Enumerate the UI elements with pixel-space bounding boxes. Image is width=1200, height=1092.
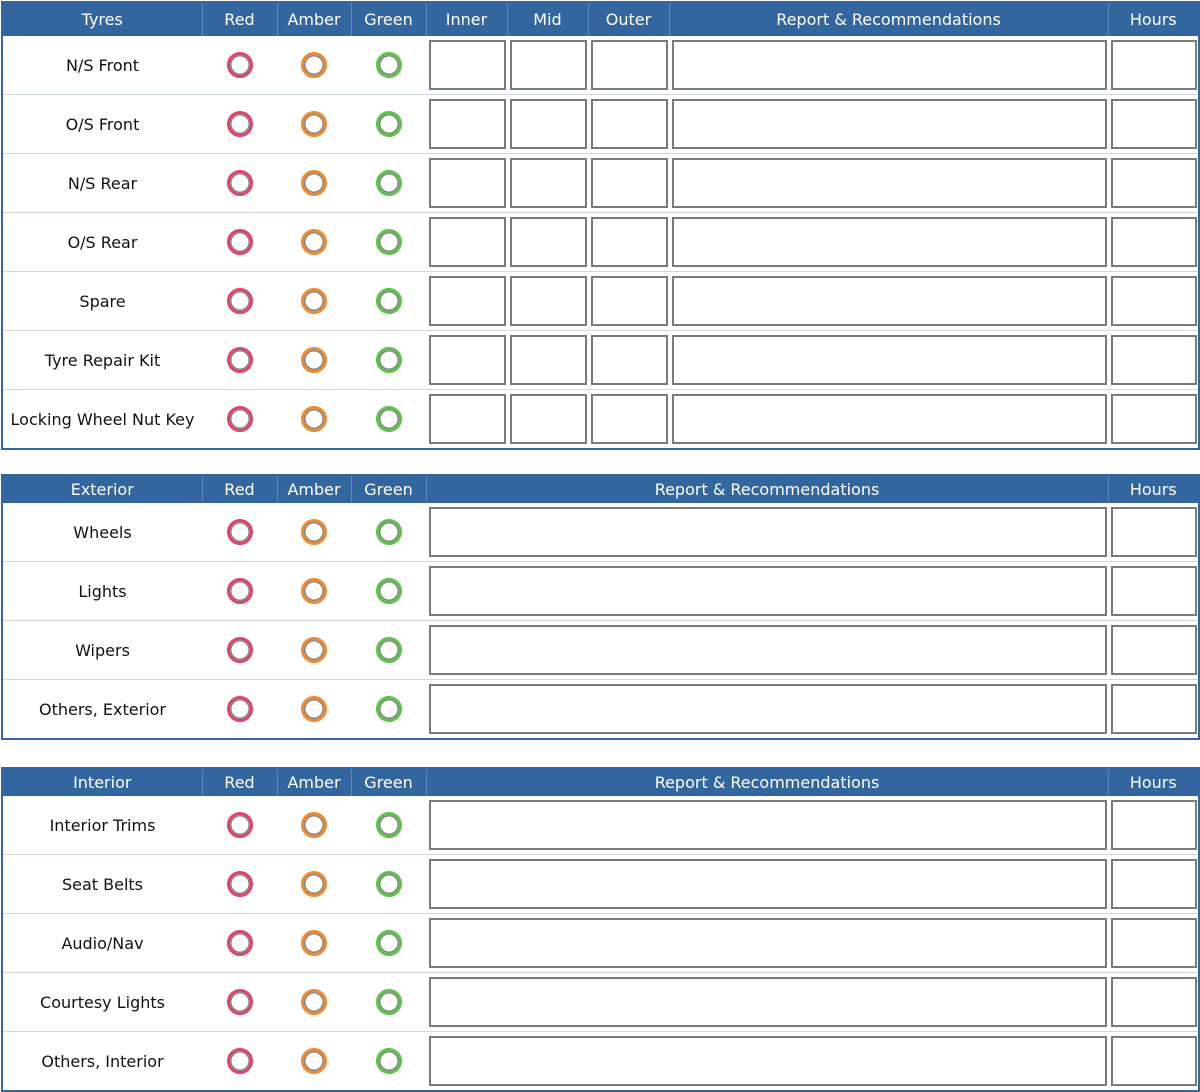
status-cell-amber bbox=[277, 331, 351, 390]
table-row bbox=[2, 272, 1199, 331]
hours-input[interactable] bbox=[1111, 859, 1197, 909]
report-input[interactable] bbox=[429, 800, 1107, 850]
hours-cell bbox=[1108, 213, 1199, 272]
radio-red[interactable] bbox=[227, 871, 253, 897]
status-cell-amber bbox=[277, 1032, 351, 1092]
report-input[interactable] bbox=[429, 507, 1107, 557]
mid-input[interactable] bbox=[510, 276, 587, 326]
header-hours: Hours bbox=[1108, 768, 1199, 796]
radio-green[interactable] bbox=[376, 871, 402, 897]
status-cell-amber bbox=[277, 973, 351, 1032]
status-cell-red bbox=[202, 973, 277, 1032]
item-label: Wipers bbox=[2, 621, 202, 680]
inner-cell bbox=[426, 154, 507, 213]
status-cell-green bbox=[351, 154, 426, 213]
mid-cell bbox=[507, 331, 588, 390]
mid-input[interactable] bbox=[510, 335, 587, 385]
report-cell bbox=[669, 36, 1108, 95]
hours-cell bbox=[1108, 390, 1199, 450]
report-input[interactable] bbox=[429, 566, 1107, 616]
header-hours: Hours bbox=[1108, 475, 1199, 503]
status-cell-amber bbox=[277, 36, 351, 95]
hours-cell bbox=[1108, 621, 1199, 680]
report-input[interactable] bbox=[672, 99, 1107, 149]
hours-input[interactable] bbox=[1111, 800, 1197, 850]
report-cell bbox=[669, 213, 1108, 272]
report-cell bbox=[669, 154, 1108, 213]
table-row bbox=[2, 680, 1199, 740]
header-report: Report & Recommendations bbox=[426, 475, 1108, 503]
radio-amber[interactable] bbox=[301, 930, 327, 956]
header-inner: Inner bbox=[426, 2, 507, 36]
outer-input[interactable] bbox=[591, 276, 668, 326]
status-cell-amber bbox=[277, 680, 351, 740]
hours-cell bbox=[1108, 796, 1199, 855]
report-cell bbox=[426, 855, 1108, 914]
outer-cell bbox=[588, 154, 669, 213]
mid-cell bbox=[507, 272, 588, 331]
radio-amber[interactable] bbox=[301, 812, 327, 838]
hours-cell bbox=[1108, 503, 1199, 562]
radio-green[interactable] bbox=[376, 578, 402, 604]
status-cell-red bbox=[202, 621, 277, 680]
status-cell-amber bbox=[277, 503, 351, 562]
radio-amber[interactable] bbox=[301, 989, 327, 1015]
inner-input[interactable] bbox=[429, 335, 506, 385]
header-red: Red bbox=[202, 2, 277, 36]
hours-input[interactable] bbox=[1111, 507, 1197, 557]
outer-input[interactable] bbox=[591, 394, 668, 444]
hours-input[interactable] bbox=[1111, 335, 1197, 385]
hours-input[interactable] bbox=[1111, 217, 1197, 267]
radio-red[interactable] bbox=[227, 170, 253, 196]
status-cell-green bbox=[351, 796, 426, 855]
table-row bbox=[2, 621, 1199, 680]
radio-green[interactable] bbox=[376, 111, 402, 137]
item-label: Seat Belts bbox=[2, 855, 202, 914]
radio-green[interactable] bbox=[376, 170, 402, 196]
inner-cell bbox=[426, 331, 507, 390]
report-cell bbox=[669, 331, 1108, 390]
inner-input[interactable] bbox=[429, 158, 506, 208]
status-cell-green bbox=[351, 503, 426, 562]
hours-input[interactable] bbox=[1111, 99, 1197, 149]
report-input[interactable] bbox=[429, 625, 1107, 675]
status-cell-red bbox=[202, 855, 277, 914]
inner-cell bbox=[426, 213, 507, 272]
item-label: Courtesy Lights bbox=[2, 973, 202, 1032]
table-row bbox=[2, 95, 1199, 154]
status-cell-amber bbox=[277, 154, 351, 213]
header-report: Report & Recommendations bbox=[426, 768, 1108, 796]
radio-amber[interactable] bbox=[301, 637, 327, 663]
header-hours: Hours bbox=[1108, 2, 1199, 36]
status-cell-green bbox=[351, 390, 426, 450]
report-cell bbox=[426, 562, 1108, 621]
report-cell bbox=[426, 914, 1108, 973]
tyres-header-title: Tyres bbox=[2, 2, 202, 36]
inner-input[interactable] bbox=[429, 276, 506, 326]
radio-green[interactable] bbox=[376, 288, 402, 314]
report-input[interactable] bbox=[429, 684, 1107, 734]
status-cell-red bbox=[202, 562, 277, 621]
radio-green[interactable] bbox=[376, 637, 402, 663]
radio-green[interactable] bbox=[376, 696, 402, 722]
outer-input[interactable] bbox=[591, 217, 668, 267]
outer-cell bbox=[588, 390, 669, 450]
header-green: Green bbox=[351, 475, 426, 503]
status-cell-red bbox=[202, 390, 277, 450]
hours-input[interactable] bbox=[1111, 625, 1197, 675]
table-row bbox=[2, 973, 1199, 1032]
hours-cell bbox=[1108, 855, 1199, 914]
radio-green[interactable] bbox=[376, 52, 402, 78]
radio-green[interactable] bbox=[376, 347, 402, 373]
item-label: Wheels bbox=[2, 503, 202, 562]
radio-green[interactable] bbox=[376, 930, 402, 956]
item-label: Locking Wheel Nut Key bbox=[10, 409, 195, 429]
hours-cell bbox=[1108, 331, 1199, 390]
radio-red[interactable] bbox=[227, 930, 253, 956]
report-input[interactable] bbox=[672, 217, 1107, 267]
report-cell bbox=[426, 680, 1108, 740]
report-cell bbox=[426, 503, 1108, 562]
table-row bbox=[2, 796, 1199, 855]
item-label: N/S Rear bbox=[2, 154, 202, 213]
status-cell-amber bbox=[277, 796, 351, 855]
radio-amber[interactable] bbox=[301, 696, 327, 722]
status-cell-red bbox=[202, 272, 277, 331]
header-amber: Amber bbox=[277, 768, 351, 796]
inner-input[interactable] bbox=[429, 394, 506, 444]
inner-cell bbox=[426, 95, 507, 154]
item-label: N/S Front bbox=[2, 36, 202, 95]
radio-red[interactable] bbox=[227, 347, 253, 373]
item-label: Tyre Repair Kit bbox=[2, 331, 202, 390]
status-cell-red bbox=[202, 213, 277, 272]
hours-cell bbox=[1108, 562, 1199, 621]
mid-input[interactable] bbox=[510, 99, 587, 149]
inner-input[interactable] bbox=[429, 217, 506, 267]
radio-red[interactable] bbox=[227, 1048, 253, 1074]
status-cell-amber bbox=[277, 562, 351, 621]
radio-amber[interactable] bbox=[301, 406, 327, 432]
status-cell-red bbox=[202, 36, 277, 95]
status-cell-red bbox=[202, 154, 277, 213]
interior-header-row bbox=[2, 768, 1199, 796]
header-red: Red bbox=[202, 475, 277, 503]
outer-cell bbox=[588, 36, 669, 95]
hours-input[interactable] bbox=[1111, 684, 1197, 734]
report-input[interactable] bbox=[429, 859, 1107, 909]
radio-amber[interactable] bbox=[301, 52, 327, 78]
item-label: Audio/Nav bbox=[2, 914, 202, 973]
report-input[interactable] bbox=[429, 977, 1107, 1027]
hours-input[interactable] bbox=[1111, 394, 1197, 444]
radio-red[interactable] bbox=[227, 696, 253, 722]
exterior-header-title: Exterior bbox=[2, 475, 202, 503]
outer-input[interactable] bbox=[591, 335, 668, 385]
radio-green[interactable] bbox=[376, 406, 402, 432]
outer-cell bbox=[588, 272, 669, 331]
hours-input[interactable] bbox=[1111, 1036, 1197, 1086]
radio-amber[interactable] bbox=[301, 111, 327, 137]
status-cell-green bbox=[351, 95, 426, 154]
header-green: Green bbox=[351, 2, 426, 36]
hours-cell bbox=[1108, 1032, 1199, 1092]
status-cell-amber bbox=[277, 855, 351, 914]
radio-amber[interactable] bbox=[301, 229, 327, 255]
mid-input[interactable] bbox=[510, 217, 587, 267]
radio-amber[interactable] bbox=[301, 519, 327, 545]
status-cell-green bbox=[351, 213, 426, 272]
report-cell bbox=[669, 390, 1108, 450]
mid-cell bbox=[507, 36, 588, 95]
interior-header-title: Interior bbox=[2, 768, 202, 796]
header-green: Green bbox=[351, 768, 426, 796]
status-cell-red bbox=[202, 95, 277, 154]
table-row bbox=[2, 36, 1199, 95]
hours-input[interactable] bbox=[1111, 918, 1197, 968]
radio-amber[interactable] bbox=[301, 578, 327, 604]
status-cell-green bbox=[351, 914, 426, 973]
radio-amber[interactable] bbox=[301, 871, 327, 897]
hours-cell bbox=[1108, 272, 1199, 331]
item-label: Lights bbox=[2, 562, 202, 621]
table-row bbox=[2, 1032, 1199, 1092]
status-cell-green bbox=[351, 621, 426, 680]
header-amber: Amber bbox=[277, 2, 351, 36]
inner-cell bbox=[426, 272, 507, 331]
radio-red[interactable] bbox=[227, 406, 253, 432]
outer-input[interactable] bbox=[591, 99, 668, 149]
status-cell-green bbox=[351, 855, 426, 914]
inner-cell bbox=[426, 36, 507, 95]
status-cell-amber bbox=[277, 621, 351, 680]
outer-cell bbox=[588, 213, 669, 272]
interior-section bbox=[1, 767, 1200, 1092]
mid-cell bbox=[507, 213, 588, 272]
header-mid: Mid bbox=[507, 2, 588, 36]
report-input[interactable] bbox=[672, 158, 1107, 208]
status-cell-amber bbox=[277, 914, 351, 973]
report-input[interactable] bbox=[429, 918, 1107, 968]
table-row bbox=[2, 562, 1199, 621]
status-cell-red bbox=[202, 914, 277, 973]
tyres-header-row bbox=[2, 2, 1199, 36]
status-cell-green bbox=[351, 1032, 426, 1092]
radio-green[interactable] bbox=[376, 989, 402, 1015]
report-cell bbox=[426, 621, 1108, 680]
status-cell-red bbox=[202, 680, 277, 740]
status-cell-amber bbox=[277, 390, 351, 450]
hours-input[interactable] bbox=[1111, 40, 1197, 90]
status-cell-green bbox=[351, 562, 426, 621]
item-label: O/S Rear bbox=[2, 213, 202, 272]
radio-amber[interactable] bbox=[301, 170, 327, 196]
table-row bbox=[2, 213, 1199, 272]
radio-red[interactable] bbox=[227, 111, 253, 137]
status-cell-green bbox=[351, 272, 426, 331]
table-row bbox=[2, 855, 1199, 914]
outer-cell bbox=[588, 331, 669, 390]
item-label: Spare bbox=[2, 272, 202, 331]
radio-red[interactable] bbox=[227, 288, 253, 314]
status-cell-green bbox=[351, 973, 426, 1032]
report-input[interactable] bbox=[429, 1036, 1107, 1086]
header-report: Report & Recommendations bbox=[669, 2, 1108, 36]
status-cell-amber bbox=[277, 213, 351, 272]
report-cell bbox=[426, 973, 1108, 1032]
outer-input[interactable] bbox=[591, 158, 668, 208]
hours-input[interactable] bbox=[1111, 158, 1197, 208]
hours-cell bbox=[1108, 95, 1199, 154]
status-cell-amber bbox=[277, 272, 351, 331]
hours-cell bbox=[1108, 36, 1199, 95]
mid-cell bbox=[507, 154, 588, 213]
radio-red[interactable] bbox=[227, 519, 253, 545]
report-input[interactable] bbox=[672, 335, 1107, 385]
table-row bbox=[2, 331, 1199, 390]
radio-red[interactable] bbox=[227, 637, 253, 663]
radio-red[interactable] bbox=[227, 989, 253, 1015]
mid-input[interactable] bbox=[510, 394, 587, 444]
radio-red[interactable] bbox=[227, 812, 253, 838]
report-input[interactable] bbox=[672, 40, 1107, 90]
table-row bbox=[2, 503, 1199, 562]
radio-amber[interactable] bbox=[301, 1048, 327, 1074]
radio-red[interactable] bbox=[227, 229, 253, 255]
exterior-header-row bbox=[2, 475, 1199, 503]
radio-green[interactable] bbox=[376, 1048, 402, 1074]
table-row bbox=[2, 154, 1199, 213]
radio-red[interactable] bbox=[227, 578, 253, 604]
hours-cell bbox=[1108, 154, 1199, 213]
outer-input[interactable] bbox=[591, 40, 668, 90]
table-row bbox=[2, 390, 1199, 450]
radio-amber[interactable] bbox=[301, 347, 327, 373]
hours-cell bbox=[1108, 973, 1199, 1032]
header-amber: Amber bbox=[277, 475, 351, 503]
radio-green[interactable] bbox=[376, 229, 402, 255]
table-row bbox=[2, 914, 1199, 973]
outer-cell bbox=[588, 95, 669, 154]
mid-input[interactable] bbox=[510, 158, 587, 208]
report-cell bbox=[669, 272, 1108, 331]
radio-green[interactable] bbox=[376, 519, 402, 545]
item-label: Others, Exterior bbox=[38, 699, 167, 719]
tyres-section bbox=[1, 1, 1200, 450]
inner-input[interactable] bbox=[429, 99, 506, 149]
report-cell bbox=[426, 796, 1108, 855]
radio-red[interactable] bbox=[227, 52, 253, 78]
status-cell-green bbox=[351, 680, 426, 740]
inner-input[interactable] bbox=[429, 40, 506, 90]
report-cell bbox=[426, 1032, 1108, 1092]
status-cell-red bbox=[202, 503, 277, 562]
report-input[interactable] bbox=[672, 276, 1107, 326]
status-cell-green bbox=[351, 36, 426, 95]
mid-cell bbox=[507, 390, 588, 450]
status-cell-red bbox=[202, 1032, 277, 1092]
exterior-section bbox=[1, 474, 1200, 740]
item-label: O/S Front bbox=[2, 95, 202, 154]
header-outer: Outer bbox=[588, 2, 669, 36]
report-cell bbox=[669, 95, 1108, 154]
status-cell-red bbox=[202, 796, 277, 855]
radio-amber[interactable] bbox=[301, 288, 327, 314]
mid-cell bbox=[507, 95, 588, 154]
header-red: Red bbox=[202, 768, 277, 796]
item-label: Others, Interior bbox=[41, 1051, 164, 1071]
status-cell-red bbox=[202, 331, 277, 390]
radio-green[interactable] bbox=[376, 812, 402, 838]
inner-cell bbox=[426, 390, 507, 450]
hours-input[interactable] bbox=[1111, 276, 1197, 326]
mid-input[interactable] bbox=[510, 40, 587, 90]
item-label: Interior Trims bbox=[2, 796, 202, 855]
hours-input[interactable] bbox=[1111, 977, 1197, 1027]
hours-cell bbox=[1108, 914, 1199, 973]
hours-input[interactable] bbox=[1111, 566, 1197, 616]
status-cell-green bbox=[351, 331, 426, 390]
report-input[interactable] bbox=[672, 394, 1107, 444]
hours-cell bbox=[1108, 680, 1199, 740]
status-cell-amber bbox=[277, 95, 351, 154]
